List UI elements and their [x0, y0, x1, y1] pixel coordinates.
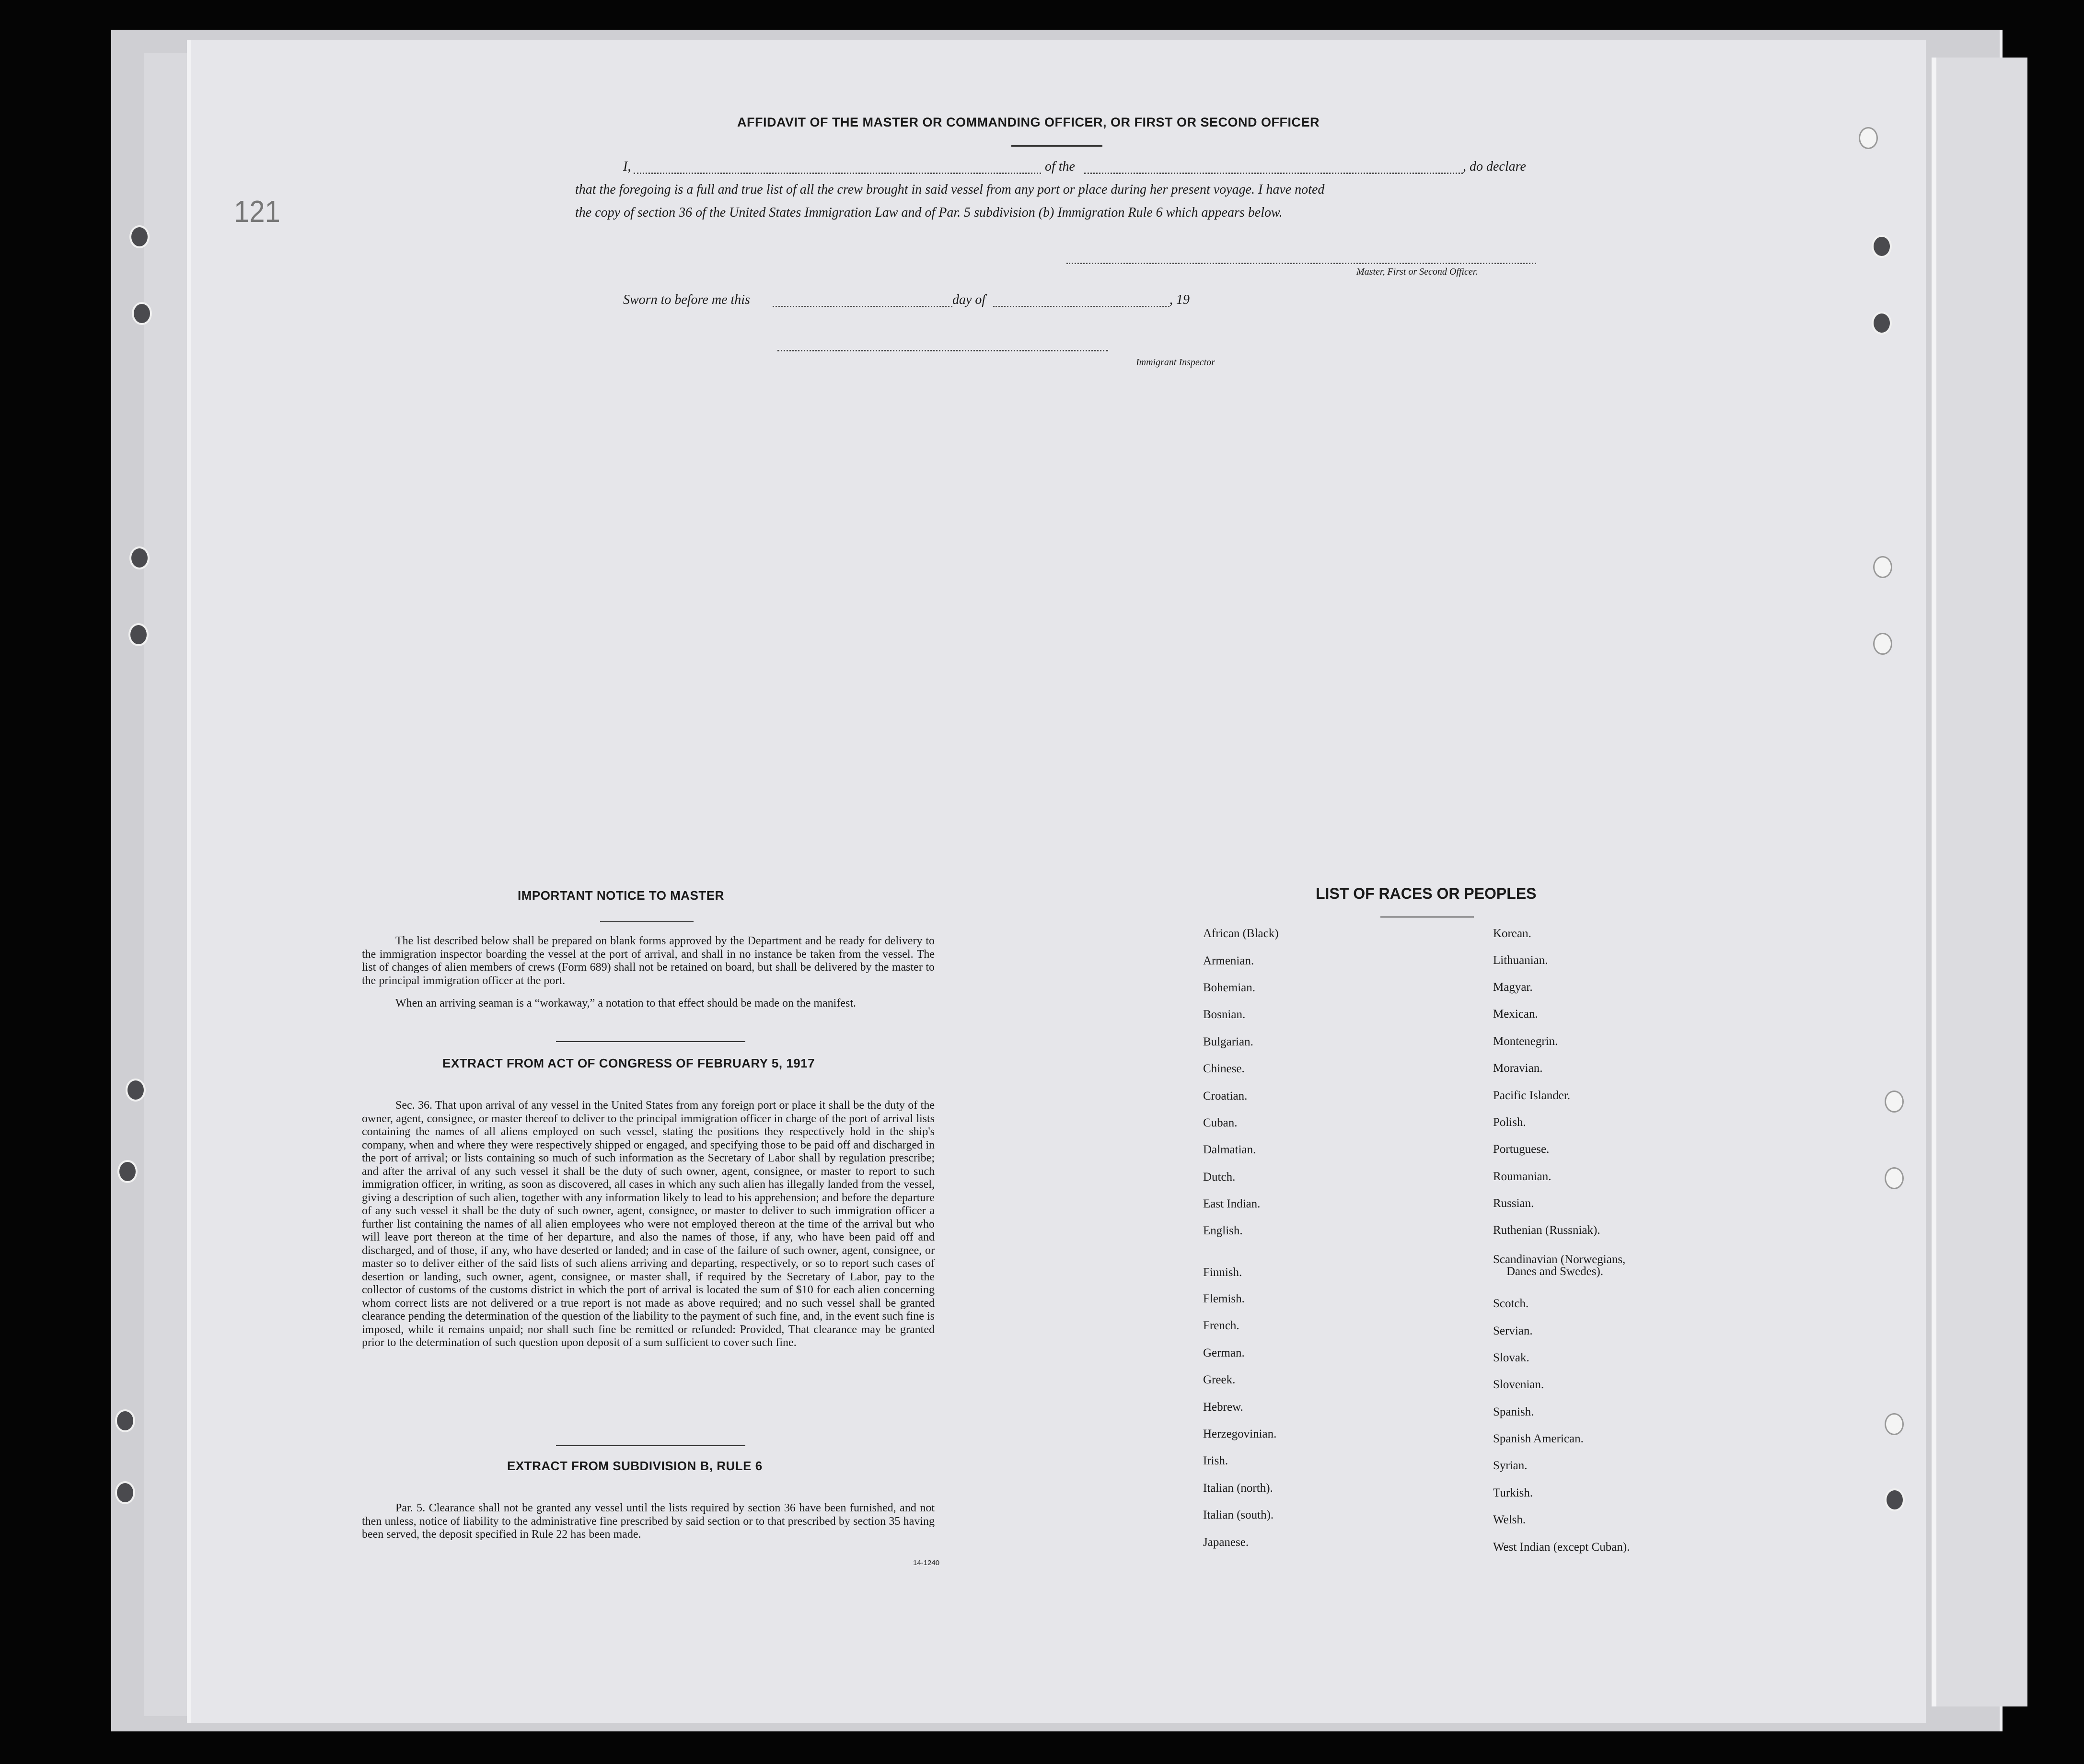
race-item: Bulgarian.	[1203, 1035, 1253, 1048]
race-item: Flemish.	[1203, 1292, 1245, 1305]
affidavit-line-2: that the foregoing is a full and true list of all the crew brought in said vessel from any port or place during her present voyage. I have noted	[575, 182, 1325, 197]
race-item: Dalmatian.	[1203, 1143, 1256, 1156]
signature-blank	[1066, 263, 1536, 264]
binder-hole-icon	[1885, 1091, 1904, 1113]
race-item: Turkish.	[1493, 1486, 1533, 1499]
binder-hole-icon	[129, 546, 150, 569]
page-number: 121	[234, 194, 280, 229]
notice-title: IMPORTANT NOTICE TO MASTER	[518, 888, 724, 903]
race-item: Croatian.	[1203, 1090, 1248, 1102]
race-item: Magyar.	[1493, 981, 1533, 994]
binder-hole-icon	[1872, 235, 1892, 258]
race-item: West Indian (except Cuban).	[1493, 1541, 1630, 1554]
race-item: Finnish.	[1203, 1266, 1242, 1279]
affidavit-of-the-label: of the	[1045, 159, 1075, 174]
race-item: Japanese.	[1203, 1536, 1249, 1549]
binder-hole-icon	[1872, 312, 1892, 335]
race-item: Ruthenian (Russniak).	[1493, 1224, 1600, 1237]
race-item: Russian.	[1493, 1197, 1534, 1210]
notice-paragraph-1: The list described below shall be prepared on blank forms approved by the Department and be ready for delivery to the immigration inspector boarding the vessel at the port of arrival, and shall in no instance be taken from the vessel. The list of changes of alien members of crews (Form 689) shall not be retained on board, but shall be delivered by the master to the principal immigration officer at the port.	[362, 935, 935, 987]
sworn-year-label: , 19	[1169, 292, 1190, 307]
race-item: German.	[1203, 1346, 1245, 1359]
race-item: Slovenian.	[1493, 1378, 1544, 1391]
race-item: Chinese.	[1203, 1062, 1245, 1075]
divider	[556, 1041, 745, 1042]
race-item: African (Black)	[1203, 927, 1279, 940]
race-item: Spanish American.	[1493, 1432, 1584, 1445]
race-item: Spanish.	[1493, 1405, 1534, 1418]
race-item: Montenegrin.	[1493, 1035, 1558, 1048]
affidavit-declare-label: , do declare	[1463, 159, 1526, 174]
race-item: Lithuanian.	[1493, 954, 1548, 967]
binder-hole-icon	[115, 1481, 135, 1504]
race-item: French.	[1203, 1319, 1239, 1332]
binder-hole-icon	[1885, 1413, 1904, 1435]
binder-hole-icon	[1885, 1167, 1904, 1189]
race-item: East Indian.	[1203, 1197, 1261, 1210]
race-item: Herzegovinian.	[1203, 1427, 1277, 1440]
divider	[600, 921, 694, 922]
sworn-label: Sworn to before me this	[623, 292, 750, 307]
form-code: 14-1240	[913, 1559, 940, 1567]
race-item: Slovak.	[1493, 1351, 1529, 1364]
race-item: Hebrew.	[1203, 1401, 1243, 1414]
sworn-day-label: day of	[952, 292, 986, 307]
race-item: Italian (south).	[1203, 1509, 1274, 1521]
name-blank	[634, 173, 1041, 174]
sworn-date-blank	[773, 306, 952, 307]
binder-hole-icon	[1873, 633, 1892, 655]
divider	[1011, 145, 1102, 147]
binder-hole-icon	[1885, 1488, 1905, 1511]
binder-hole-icon	[129, 225, 150, 248]
race-item: Pacific Islander.	[1493, 1089, 1571, 1102]
race-item: Dutch.	[1203, 1171, 1236, 1184]
race-item: Cuban.	[1203, 1116, 1238, 1129]
race-item: Roumanian.	[1493, 1170, 1551, 1183]
race-item: Scandinavian (Norwegians,	[1493, 1253, 1626, 1266]
race-item: Italian (north).	[1203, 1482, 1273, 1495]
binder-hole-icon	[1859, 127, 1878, 149]
vessel-blank	[1084, 173, 1463, 174]
affidavit-i-label: I,	[623, 159, 631, 174]
race-item: Welsh.	[1493, 1513, 1526, 1526]
race-item: Danes and Swedes).	[1506, 1265, 1604, 1278]
divider	[556, 1445, 745, 1446]
extract-act-text: Sec. 36. That upon arrival of any vessel in the United States from any foreign port or place it shall be the duty of the owner, agent, consignee, or master thereof to deliver to the principal immigration officer in charge of the port of arrival lists containing the names of all aliens employed on such vessel, stating the positions they respectively hold in the ship's company, when and where they were respectively shipped or engaged, and specifying those to be paid off and discharged in the port of arrival; or lists containing so much of such information as the Secretary of Labor shall by regulation prescribe; and after the arrival of any such vessel it shall be the duty of such owner, agent, consignee, or master to report to such immigration officer, in writing, as soon as discovered, all cases in which any such alien has illegally landed from the vessel, giving a description of such alien, together with any information likely to lead to his apprehension; and before the departure of any such vessel it shall be the duty of such owner, agent, consignee, or master to deliver to such immigration officer a further list containing the names of all alien employees who were not employed thereon at the time of the arrival but who will leave port thereon at the time of her departure, and also the names of those, if any, who have been paid off and discharged, and of those, if any, who have deserted or landed; and in case of the failure of such owner, agent, consignee, or master so to deliver either of the said lists of such aliens arriving and departing, respectively, or so to report such cases of desertion or landing, such owner, agent, consignee, or master shall, if required by the Secretary of Labor, pay to the collector of customs of the customs district in which the port of arrival is located the sum of $10 for each alien concerning whom correct lists are not delivered or a true report is not made as above required; and no such vessel shall be granted clearance pending the determination of the question of the liability to the payment of such fine, and, in the event such fine is imposed, while it remains unpaid; nor shall such fine be remitted or refunded: Provided, That clearance may be granted prior to the determination of such question upon deposit of a sum sufficient to cover such fine.	[362, 1099, 935, 1349]
race-item: Polish.	[1493, 1116, 1526, 1129]
affidavit-line-3: the copy of section 36 of the United States Immigration Law and of Par. 5 subdivision (b) Immigration Rule 6 which appears below.	[575, 205, 1283, 220]
extract-act-title: EXTRACT FROM ACT OF CONGRESS OF FEBRUARY 5, 1917	[442, 1056, 815, 1070]
race-item: English.	[1203, 1224, 1243, 1237]
inspector-blank	[777, 350, 1108, 351]
race-item: Korean.	[1493, 927, 1531, 940]
race-item: Bosnian.	[1203, 1008, 1246, 1021]
sheet-edge-right	[1932, 58, 2027, 1706]
race-item: Armenian.	[1203, 954, 1254, 967]
race-item: Mexican.	[1493, 1008, 1538, 1021]
affidavit-title: AFFIDAVIT OF THE MASTER OR COMMANDING OFFICER, OR FIRST OR SECOND OFFICER	[737, 115, 1320, 129]
extract-rule-text: Par. 5. Clearance shall not be granted any vessel until the lists required by section 36 have been furnished, and not then unless, notice of liability to the administrative fine prescribed by said section or to that prescribed by section 35 having been served, the deposit specified in Rule 22 has been made.	[362, 1502, 935, 1541]
binder-hole-icon	[115, 1409, 135, 1432]
signature-label: Master, First or Second Officer.	[1356, 267, 1478, 277]
race-item: Servian.	[1493, 1324, 1533, 1337]
document-page	[191, 40, 1926, 1723]
inspector-label: Immigrant Inspector	[1136, 357, 1215, 368]
binder-hole-icon	[128, 623, 149, 646]
race-item: Moravian.	[1493, 1062, 1543, 1075]
binder-hole-icon	[117, 1160, 138, 1183]
extract-rule-title: EXTRACT FROM SUBDIVISION B, RULE 6	[507, 1459, 763, 1473]
races-title: LIST OF RACES OR PEOPLES	[1316, 885, 1537, 902]
binder-hole-icon	[132, 302, 152, 325]
race-item: Greek.	[1203, 1373, 1236, 1386]
race-item: Irish.	[1203, 1454, 1228, 1467]
sworn-month-blank	[993, 306, 1169, 307]
race-item: Bohemian.	[1203, 981, 1256, 994]
race-item: Portuguese.	[1493, 1143, 1550, 1156]
race-item: Syrian.	[1493, 1459, 1528, 1472]
notice-paragraph-2: When an arriving seaman is a “workaway,” a notation to that effect should be made on the manifest.	[395, 997, 856, 1010]
binder-hole-icon	[126, 1079, 146, 1102]
binder-hole-icon	[1873, 556, 1892, 578]
race-item: Scotch.	[1493, 1297, 1529, 1310]
